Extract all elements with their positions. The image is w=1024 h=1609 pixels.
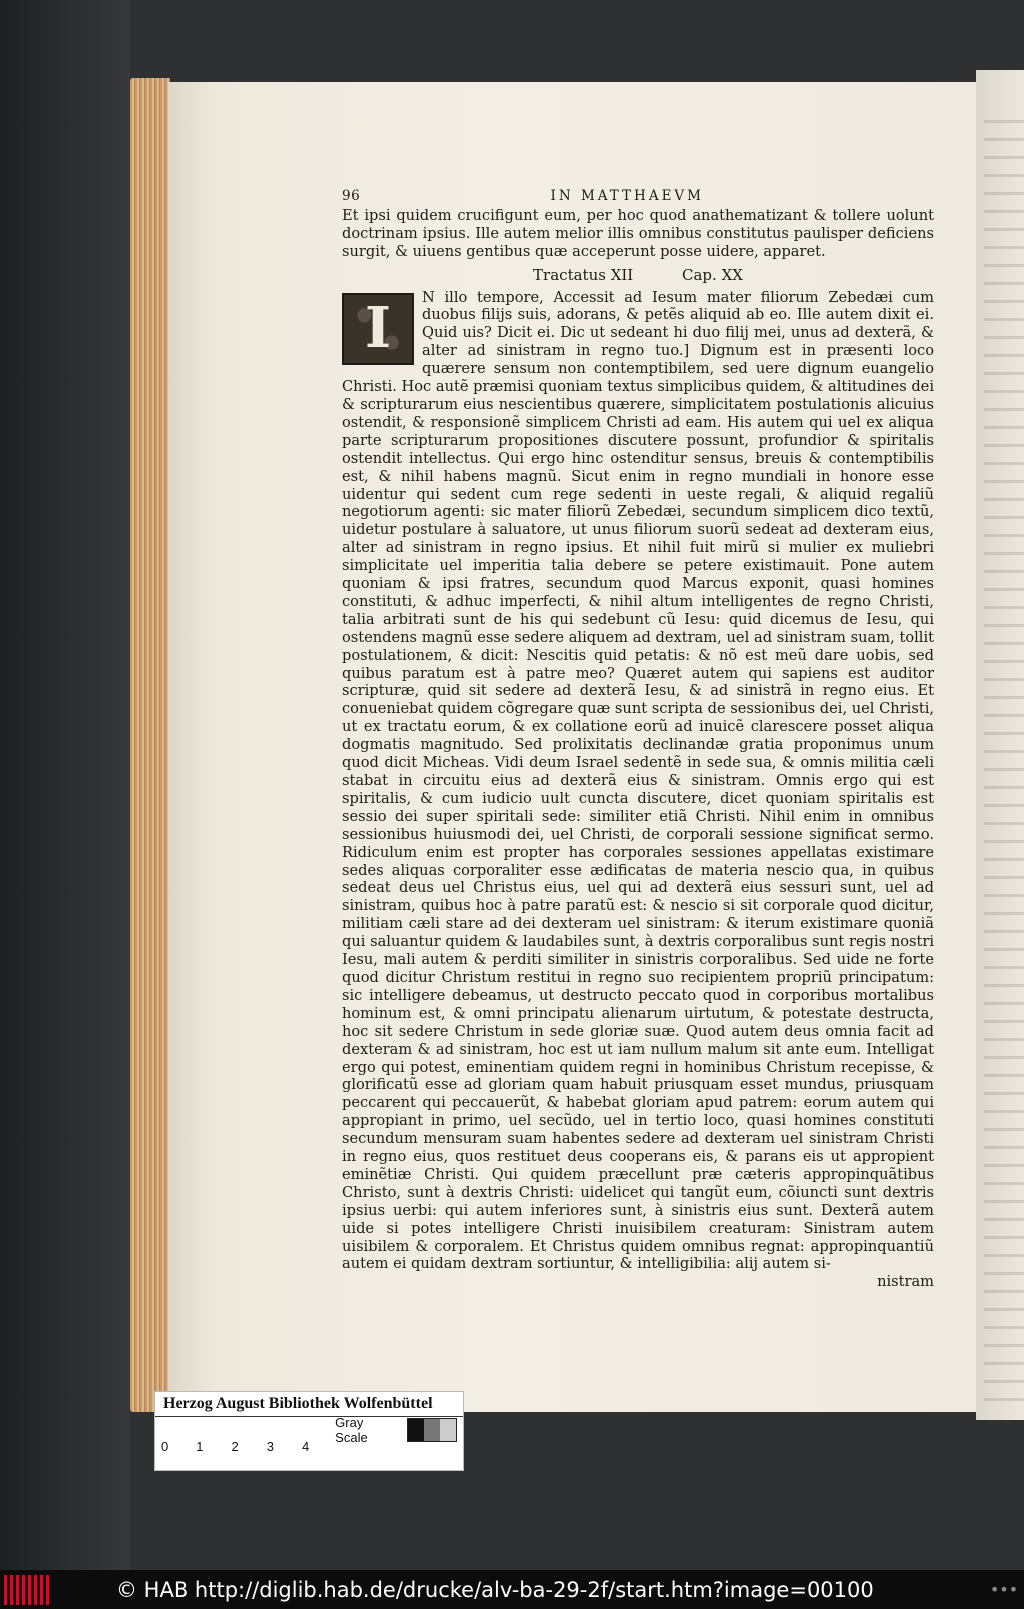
intro-paragraph: Et ipsi quidem crucifigunt eum, per hoc quod anathematizant & tollere uolunt doctrinam ipsius. Ille autem melior illis omnibus constitutus paulisper deficiens surgit, & uiuens gentibus quæ acceperunt posse uidere, apparet. [342, 206, 934, 260]
page-text-block [342, 188, 934, 1291]
library-name: Herzog August Bibliothek Wolfenbüttel [155, 1392, 463, 1417]
gray-swatch [424, 1419, 440, 1441]
gray-swatch [440, 1419, 456, 1441]
catchword: nistram [877, 1273, 934, 1291]
scale-number: 2 [231, 1439, 239, 1454]
running-head [342, 188, 934, 206]
background-shadow [0, 0, 130, 1570]
facing-page-edge [976, 70, 1024, 1420]
tractatus-label: Tractatus XII [533, 265, 634, 284]
gray-swatch [408, 1419, 424, 1441]
gray-scale-label: Gray Scale [335, 1414, 368, 1445]
section-heading [342, 267, 934, 285]
copyright-url[interactable]: © HAB http://diglib.hab.de/drucke/alv-ba-29-2f/start.htm?image=00100 [116, 1577, 874, 1602]
main-paragraph: N illo tempore, Accessit ad Iesum mater filiorum Zebedæi cum duobus filijs suis, adorans, & petẽs aliquid ab eo. Ille autem dixit ei. Quid uis? Dicit ei. Dic ut sedeant hi duo filij mei, unus ad dexterã, & alter ad sinistram in regno tuo.] Dignum est in præsenti loco quærere sensum non contemptibilem, sed uere dignum euangelio Christi. Hoc autẽ præmisi quoniam textus simplicibus quidem, & altitudines dei & scripturarum eius nescientibus quærere, simplicitatem postulationis alicuius ostendit, & responsionẽ simplicem Christi ad eam. His autem qui uel ex aliqua parte scripturarum propositiones discutere possunt, profundior & spiritalis ostendit intellectus. Qui ergo hinc ostenditur sensus, breuis & contemptibilis est, & nihil habens magnũ. Sicut enim in regno mundiali in honore esse uidentur qui sedent cum rege sedenti in ueste regali, & aliquid regaliũ negotiorum agenti: sic mater filiorũ Zebedæi, secundum simplicem dico textũ, uidetur postulare à saluatore, ut unus filiorum suorũ sedeat ad dexteram eius, alter ad sinistram in regno ipsius. Et nihil fuit mirũ si mulier ex muliebri simplicitate uel imperitia talia debere se petere existimauit. Pone autem quoniam & ipsi fratres, secundum quod Marcus exponit, quasi homines constituti, & adhuc imperfecti, & nihil altum intelligentes de regno Christi, talia arbitrati sunt de his qui sedebunt cũ Iesu: quid dicemus de Iesu, qui ostendens magnũ esse sedere aliquem ad dextram, uel ad sinistram suam, tollit postulationem, & dicit: Nescitis quid petatis: & nõ est meũ dare uobis, sed quibus paratum est à patre meo? Quæret autem qui sapiens est auditor scripturæ, quid sit sedere ad dexterã Iesu, & ad sinistrã in regno eius. Et conueniebat quidem cõgregare quæ sunt scripta de sessionibus dei, uel Christi, ut ex tractatu eorum, & ex collatione eorũ ad inuicẽ clarescere posset aliqua dogmatis magnitudo. Sed prolixitatis declinandæ gratia proponimus unum quod dicit Micheas. Vidi deum Israel sedentẽ in sede sua, & omnis militia cæli stabat in circuitu eius ad dexterã eius & sinistram. Omnis ergo qui est spiritalis, & cum iudicio uult cuncta discutere, dicet quoniam spiritalis est sessio dei super spiritali sede: similiter etiã Christi. Nihil enim in omnibus sessionibus huiusmodi dei, uel Christi, de corporali sessione significat sermo. Ridiculum enim est propter has corporales sessiones appellatas existimare sedes aliquas corporaliter esse ædificatas de materia nescio qua, in quibus sedeat deus uel Christus eius, uel qui ad dexterã eius sessuri sunt, uel ad sinistram, quibus hoc à patre paratũ est: & nescio si sit corporale quod dicitur, militiam cæli stare ad dei dexteram uel sinistram: & iterum existimare quoniã qui saluantur quidem & laudabiles sunt, à dextris corporalibus sunt regis nostri Iesu, mali autem & perditi similiter in sinistris corporalibus. Sed uide ne forte quod dicitur Christum restitui in regno suo recipientem propriũ principatum: sic intelligere debeamus, ut destructo peccato quod in corporibus mortalibus hominum est, & omni principatu alienarum uirtutum, & potestate destructa, hoc sit sedere Christum in sede gloriæ suæ. Quod autem deus omnia facit ad dexteram & ad sinistram, hoc est ut iam nullum malum sit ante eum. Intelligat ergo qui potest, eminentiam quidem regni in hominibus Christum recepisse, & glorificatũ esse ad gloriam quam habuit priusquam esset mundus, priusquam peccarent qui peccauerũt, & habebat gloriam apud patrem: eorum autem qui appropiant in primo, uel secũdo, uel in tertio loco, quasi homines constituti secundum mensuram suam habentes sedere ad dexteram uel sinistram Christi in regno eius, quos restituet deus cooperans eis, & parans eis ut appropient eminẽtiæ Christi. Qui quidem præcellunt præ cæteris appropinquãtibus Christo, sunt à dextris Christi: uidelicet qui tangũt eum, cõiuncti sunt dextris ipsius uerbi: qui autem inferiores sunt, à sinistris eius sunt. Dexterã autem uide si potes intelligere Christi inuisibilem creaturam: Sinistram autem uisibilem & corporalem. Et Christus quidem omnibus regnat: appropinquantiũ autem ei quidam dextram sortiuntur, & intelligibilia: alij autem si- [342, 288, 934, 1273]
more-menu-icon[interactable]: ••• [989, 1580, 1019, 1599]
caput-label: Cap. XX [682, 265, 743, 284]
running-title: IN MATTHAEVM [550, 188, 704, 204]
color-calibration-bar [155, 1392, 463, 1470]
scale-number: 4 [301, 1439, 310, 1454]
page-number: 96 [342, 188, 361, 204]
decorated-initial-icon: I [342, 293, 414, 365]
scale-number: 3 [266, 1439, 274, 1454]
book-page-edges [130, 78, 170, 1412]
scale-numbers [161, 1439, 309, 1454]
scale-number: 1 [196, 1439, 204, 1454]
viewer-footer [0, 1570, 1024, 1609]
hab-logo-icon [4, 1575, 50, 1605]
scale-number: 0 [161, 1439, 169, 1454]
gray-swatches [407, 1418, 457, 1442]
